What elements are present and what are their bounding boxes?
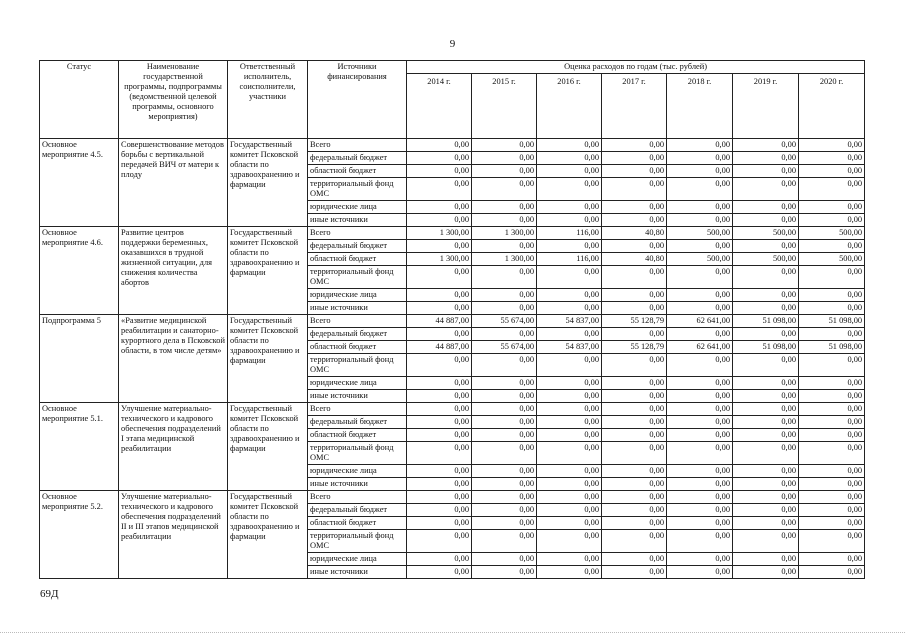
amount-cell: 0,00 <box>472 289 537 302</box>
amount-cell: 0,00 <box>537 442 602 465</box>
amount-cell: 0,00 <box>667 465 733 478</box>
amount-cell: 500,00 <box>799 227 865 240</box>
amount-cell: 0,00 <box>537 491 602 504</box>
amount-cell: 0,00 <box>733 465 799 478</box>
header-estimate: Оценка расходов по годам (тыс. рублей) <box>407 61 865 74</box>
funding-source: юридические лица <box>308 377 407 390</box>
amount-cell: 0,00 <box>733 165 799 178</box>
funding-source: федеральный бюджет <box>308 240 407 253</box>
amount-cell: 40,80 <box>602 253 667 266</box>
header-year: 2019 г. <box>733 74 799 139</box>
amount-cell: 0,00 <box>472 517 537 530</box>
amount-cell: 0,00 <box>537 377 602 390</box>
amount-cell: 0,00 <box>602 302 667 315</box>
amount-cell: 0,00 <box>667 139 733 152</box>
amount-cell: 62 641,00 <box>667 315 733 328</box>
amount-cell: 0,00 <box>602 354 667 377</box>
amount-cell: 0,00 <box>667 165 733 178</box>
footer-code: 69Д <box>40 588 59 600</box>
amount-cell: 0,00 <box>537 302 602 315</box>
amount-cell: 0,00 <box>407 289 472 302</box>
amount-cell: 0,00 <box>537 504 602 517</box>
amount-cell: 0,00 <box>733 178 799 201</box>
amount-cell: 0,00 <box>667 553 733 566</box>
amount-cell: 0,00 <box>472 491 537 504</box>
amount-cell: 1 300,00 <box>407 227 472 240</box>
amount-cell: 51 098,00 <box>733 315 799 328</box>
funding-source: областной бюджет <box>308 165 407 178</box>
header-year: 2017 г. <box>602 74 667 139</box>
amount-cell: 0,00 <box>537 214 602 227</box>
amount-cell: 1 300,00 <box>472 253 537 266</box>
amount-cell: 0,00 <box>799 139 865 152</box>
amount-cell: 0,00 <box>602 214 667 227</box>
amount-cell: 51 098,00 <box>733 341 799 354</box>
funding-source: территориальный фонд ОМС <box>308 530 407 553</box>
amount-cell: 0,00 <box>602 553 667 566</box>
amount-cell: 0,00 <box>799 152 865 165</box>
amount-cell: 0,00 <box>537 553 602 566</box>
amount-cell: 0,00 <box>602 328 667 341</box>
amount-cell: 0,00 <box>667 214 733 227</box>
amount-cell: 0,00 <box>472 240 537 253</box>
amount-cell: 0,00 <box>667 390 733 403</box>
amount-cell: 0,00 <box>407 429 472 442</box>
funding-source: иные источники <box>308 478 407 491</box>
header-status: Статус <box>40 61 119 139</box>
row-name: «Развитие медицинской реабилитации и санаторно-курортного дела в Псковской области, в том числе детям» <box>119 315 228 403</box>
amount-cell: 0,00 <box>602 178 667 201</box>
funding-source: Всего <box>308 491 407 504</box>
amount-cell: 0,00 <box>799 553 865 566</box>
amount-cell: 0,00 <box>733 302 799 315</box>
amount-cell: 0,00 <box>602 201 667 214</box>
amount-cell: 0,00 <box>799 178 865 201</box>
amount-cell: 0,00 <box>602 465 667 478</box>
amount-cell: 54 837,00 <box>537 315 602 328</box>
amount-cell: 0,00 <box>602 491 667 504</box>
header-year: 2014 г. <box>407 74 472 139</box>
amount-cell: 0,00 <box>733 266 799 289</box>
amount-cell: 0,00 <box>472 465 537 478</box>
amount-cell: 0,00 <box>407 504 472 517</box>
amount-cell: 0,00 <box>537 530 602 553</box>
amount-cell: 0,00 <box>667 429 733 442</box>
amount-cell: 0,00 <box>733 139 799 152</box>
amount-cell: 0,00 <box>602 566 667 579</box>
amount-cell: 0,00 <box>799 328 865 341</box>
amount-cell: 0,00 <box>799 214 865 227</box>
amount-cell: 0,00 <box>472 354 537 377</box>
row-executor: Государственный комитет Псковской области по здравоохранению и фармации <box>228 403 308 491</box>
amount-cell: 0,00 <box>602 429 667 442</box>
amount-cell: 0,00 <box>537 429 602 442</box>
amount-cell: 0,00 <box>667 416 733 429</box>
amount-cell: 0,00 <box>602 416 667 429</box>
amount-cell: 500,00 <box>799 253 865 266</box>
amount-cell: 0,00 <box>602 403 667 416</box>
row-executor: Государственный комитет Псковской области по здравоохранению и фармации <box>228 315 308 403</box>
amount-cell: 0,00 <box>602 442 667 465</box>
row-name: Совершенствование методов борьбы с вертикальной передачей ВИЧ от матери к плоду <box>119 139 228 227</box>
amount-cell: 0,00 <box>602 266 667 289</box>
amount-cell: 0,00 <box>733 390 799 403</box>
amount-cell: 0,00 <box>799 478 865 491</box>
amount-cell: 0,00 <box>733 517 799 530</box>
row-status: Основное мероприятие 4.6. <box>40 227 119 315</box>
amount-cell: 0,00 <box>799 517 865 530</box>
row-status: Основное мероприятие 5.1. <box>40 403 119 491</box>
amount-cell: 0,00 <box>799 491 865 504</box>
amount-cell: 116,00 <box>537 227 602 240</box>
amount-cell: 0,00 <box>799 429 865 442</box>
budget-table <box>39 60 865 579</box>
amount-cell: 0,00 <box>602 530 667 553</box>
amount-cell: 0,00 <box>602 390 667 403</box>
amount-cell: 0,00 <box>472 403 537 416</box>
amount-cell: 0,00 <box>602 152 667 165</box>
row-status: Основное мероприятие 4.5. <box>40 139 119 227</box>
amount-cell: 0,00 <box>407 328 472 341</box>
amount-cell: 0,00 <box>667 289 733 302</box>
amount-cell: 51 098,00 <box>799 315 865 328</box>
amount-cell: 40,80 <box>602 227 667 240</box>
amount-cell: 0,00 <box>667 530 733 553</box>
amount-cell: 0,00 <box>667 266 733 289</box>
amount-cell: 0,00 <box>472 152 537 165</box>
header-name: Наименование государственной программы, подпрограммы (ведомственной целевой программы, основного мероприятия) <box>119 61 228 139</box>
funding-source: Всего <box>308 227 407 240</box>
amount-cell: 0,00 <box>537 517 602 530</box>
row-name: Улучшение материально-технического и кадрового обеспечения подразделений II и III этапов медицинской реабилитации <box>119 491 228 579</box>
amount-cell: 0,00 <box>407 465 472 478</box>
amount-cell: 0,00 <box>472 328 537 341</box>
amount-cell: 0,00 <box>799 377 865 390</box>
amount-cell: 0,00 <box>472 377 537 390</box>
amount-cell: 0,00 <box>407 354 472 377</box>
amount-cell: 0,00 <box>667 491 733 504</box>
amount-cell: 0,00 <box>799 416 865 429</box>
amount-cell: 0,00 <box>472 553 537 566</box>
amount-cell: 0,00 <box>667 328 733 341</box>
amount-cell: 51 098,00 <box>799 341 865 354</box>
header-sources: Источники финансирования <box>308 61 407 139</box>
amount-cell: 0,00 <box>602 478 667 491</box>
header-executor: Ответственный исполнитель, соисполнители, участники <box>228 61 308 139</box>
amount-cell: 0,00 <box>472 478 537 491</box>
amount-cell: 0,00 <box>667 478 733 491</box>
amount-cell: 0,00 <box>799 289 865 302</box>
row-executor: Государственный комитет Псковской области по здравоохранению и фармации <box>228 227 308 315</box>
amount-cell: 0,00 <box>602 139 667 152</box>
row-executor: Государственный комитет Псковской области по здравоохранению и фармации <box>228 139 308 227</box>
amount-cell: 0,00 <box>537 201 602 214</box>
amount-cell: 0,00 <box>407 530 472 553</box>
amount-cell: 500,00 <box>733 253 799 266</box>
amount-cell: 0,00 <box>472 165 537 178</box>
amount-cell: 0,00 <box>733 416 799 429</box>
funding-source: федеральный бюджет <box>308 328 407 341</box>
row-status: Основное мероприятие 5.2. <box>40 491 119 579</box>
amount-cell: 0,00 <box>407 165 472 178</box>
amount-cell: 500,00 <box>667 253 733 266</box>
amount-cell: 0,00 <box>733 504 799 517</box>
header-year: 2015 г. <box>472 74 537 139</box>
funding-source: иные источники <box>308 390 407 403</box>
amount-cell: 55 128,79 <box>602 315 667 328</box>
amount-cell: 0,00 <box>602 517 667 530</box>
amount-cell: 0,00 <box>537 178 602 201</box>
amount-cell: 0,00 <box>667 302 733 315</box>
table-row <box>40 227 865 240</box>
funding-source: областной бюджет <box>308 341 407 354</box>
amount-cell: 0,00 <box>799 566 865 579</box>
amount-cell: 0,00 <box>667 178 733 201</box>
amount-cell: 0,00 <box>537 390 602 403</box>
amount-cell: 0,00 <box>472 416 537 429</box>
amount-cell: 0,00 <box>667 517 733 530</box>
amount-cell: 0,00 <box>733 478 799 491</box>
amount-cell: 0,00 <box>407 377 472 390</box>
amount-cell: 55 128,79 <box>602 341 667 354</box>
funding-source: Всего <box>308 139 407 152</box>
row-name: Развитие центров поддержки беременных, оказавшихся в трудной жизненной ситуации, для снижения количества абортов <box>119 227 228 315</box>
row-status: Подпрограмма 5 <box>40 315 119 403</box>
funding-source: федеральный бюджет <box>308 504 407 517</box>
amount-cell: 0,00 <box>602 504 667 517</box>
amount-cell: 0,00 <box>733 377 799 390</box>
amount-cell: 0,00 <box>799 165 865 178</box>
amount-cell: 0,00 <box>407 178 472 201</box>
amount-cell: 0,00 <box>472 442 537 465</box>
amount-cell: 0,00 <box>667 377 733 390</box>
amount-cell: 0,00 <box>407 201 472 214</box>
amount-cell: 0,00 <box>537 289 602 302</box>
amount-cell: 0,00 <box>407 478 472 491</box>
amount-cell: 0,00 <box>667 442 733 465</box>
amount-cell: 0,00 <box>667 504 733 517</box>
amount-cell: 116,00 <box>537 253 602 266</box>
row-executor: Государственный комитет Псковской области по здравоохранению и фармации <box>228 491 308 579</box>
funding-source: федеральный бюджет <box>308 152 407 165</box>
amount-cell: 0,00 <box>537 403 602 416</box>
amount-cell: 0,00 <box>472 178 537 201</box>
amount-cell: 0,00 <box>407 214 472 227</box>
amount-cell: 0,00 <box>407 403 472 416</box>
amount-cell: 0,00 <box>407 416 472 429</box>
amount-cell: 0,00 <box>667 152 733 165</box>
funding-source: иные источники <box>308 214 407 227</box>
header-year: 2018 г. <box>667 74 733 139</box>
amount-cell: 0,00 <box>537 165 602 178</box>
amount-cell: 0,00 <box>799 354 865 377</box>
amount-cell: 0,00 <box>799 390 865 403</box>
funding-source: областной бюджет <box>308 429 407 442</box>
amount-cell: 0,00 <box>537 354 602 377</box>
amount-cell: 0,00 <box>407 266 472 289</box>
amount-cell: 0,00 <box>472 266 537 289</box>
amount-cell: 0,00 <box>537 328 602 341</box>
amount-cell: 0,00 <box>733 491 799 504</box>
amount-cell: 0,00 <box>537 152 602 165</box>
funding-source: Всего <box>308 315 407 328</box>
amount-cell: 0,00 <box>733 442 799 465</box>
amount-cell: 0,00 <box>472 214 537 227</box>
amount-cell: 0,00 <box>799 403 865 416</box>
amount-cell: 500,00 <box>733 227 799 240</box>
page-number: 9 <box>449 38 456 50</box>
amount-cell: 55 674,00 <box>472 315 537 328</box>
amount-cell: 0,00 <box>537 416 602 429</box>
amount-cell: 0,00 <box>537 478 602 491</box>
funding-source: областной бюджет <box>308 517 407 530</box>
amount-cell: 1 300,00 <box>472 227 537 240</box>
amount-cell: 0,00 <box>733 354 799 377</box>
amount-cell: 0,00 <box>733 403 799 416</box>
amount-cell: 44 887,00 <box>407 341 472 354</box>
funding-source: территориальный фонд ОМС <box>308 354 407 377</box>
amount-cell: 0,00 <box>733 530 799 553</box>
amount-cell: 0,00 <box>799 201 865 214</box>
table-body <box>40 139 865 579</box>
amount-cell: 0,00 <box>799 302 865 315</box>
amount-cell: 0,00 <box>537 566 602 579</box>
amount-cell: 62 641,00 <box>667 341 733 354</box>
header-year: 2016 г. <box>537 74 602 139</box>
scan-edge-line <box>0 632 905 635</box>
amount-cell: 0,00 <box>733 566 799 579</box>
amount-cell: 0,00 <box>733 214 799 227</box>
amount-cell: 0,00 <box>667 566 733 579</box>
amount-cell: 0,00 <box>407 240 472 253</box>
amount-cell: 0,00 <box>472 530 537 553</box>
funding-source: территориальный фонд ОМС <box>308 266 407 289</box>
amount-cell: 0,00 <box>472 390 537 403</box>
funding-source: областной бюджет <box>308 253 407 266</box>
amount-cell: 0,00 <box>472 302 537 315</box>
amount-cell: 500,00 <box>667 227 733 240</box>
amount-cell: 0,00 <box>472 566 537 579</box>
amount-cell: 0,00 <box>799 465 865 478</box>
amount-cell: 44 887,00 <box>407 315 472 328</box>
funding-source: юридические лица <box>308 553 407 566</box>
table-row <box>40 491 865 504</box>
funding-source: Всего <box>308 403 407 416</box>
amount-cell: 0,00 <box>407 566 472 579</box>
amount-cell: 0,00 <box>733 553 799 566</box>
table-row <box>40 315 865 328</box>
amount-cell: 0,00 <box>799 504 865 517</box>
amount-cell: 1 300,00 <box>407 253 472 266</box>
amount-cell: 0,00 <box>407 517 472 530</box>
header-year: 2020 г. <box>799 74 865 139</box>
funding-source: юридические лица <box>308 201 407 214</box>
amount-cell: 0,00 <box>472 139 537 152</box>
amount-cell: 0,00 <box>602 289 667 302</box>
amount-cell: 0,00 <box>407 390 472 403</box>
funding-source: юридические лица <box>308 289 407 302</box>
funding-source: иные источники <box>308 302 407 315</box>
amount-cell: 0,00 <box>537 139 602 152</box>
amount-cell: 0,00 <box>667 354 733 377</box>
amount-cell: 0,00 <box>733 429 799 442</box>
amount-cell: 0,00 <box>472 504 537 517</box>
row-name: Улучшение материально-технического и кадрового обеспечения подразделений I этапа медицинской реабилитации <box>119 403 228 491</box>
amount-cell: 0,00 <box>407 139 472 152</box>
table-row <box>40 403 865 416</box>
amount-cell: 0,00 <box>602 240 667 253</box>
funding-source: федеральный бюджет <box>308 416 407 429</box>
amount-cell: 0,00 <box>799 266 865 289</box>
amount-cell: 0,00 <box>799 240 865 253</box>
amount-cell: 0,00 <box>667 403 733 416</box>
amount-cell: 0,00 <box>472 429 537 442</box>
amount-cell: 0,00 <box>733 152 799 165</box>
amount-cell: 0,00 <box>407 491 472 504</box>
amount-cell: 0,00 <box>407 302 472 315</box>
amount-cell: 0,00 <box>602 165 667 178</box>
amount-cell: 0,00 <box>407 152 472 165</box>
amount-cell: 0,00 <box>537 465 602 478</box>
funding-source: иные источники <box>308 566 407 579</box>
amount-cell: 55 674,00 <box>472 341 537 354</box>
amount-cell: 0,00 <box>733 201 799 214</box>
funding-source: юридические лица <box>308 465 407 478</box>
funding-source: территориальный фонд ОМС <box>308 178 407 201</box>
table-row <box>40 139 865 152</box>
amount-cell: 0,00 <box>472 201 537 214</box>
amount-cell: 0,00 <box>799 530 865 553</box>
amount-cell: 0,00 <box>667 240 733 253</box>
amount-cell: 0,00 <box>733 328 799 341</box>
amount-cell: 0,00 <box>537 266 602 289</box>
amount-cell: 54 837,00 <box>537 341 602 354</box>
amount-cell: 0,00 <box>407 442 472 465</box>
amount-cell: 0,00 <box>799 442 865 465</box>
amount-cell: 0,00 <box>407 553 472 566</box>
amount-cell: 0,00 <box>667 201 733 214</box>
amount-cell: 0,00 <box>733 289 799 302</box>
amount-cell: 0,00 <box>602 377 667 390</box>
amount-cell: 0,00 <box>733 240 799 253</box>
funding-source: территориальный фонд ОМС <box>308 442 407 465</box>
amount-cell: 0,00 <box>537 240 602 253</box>
